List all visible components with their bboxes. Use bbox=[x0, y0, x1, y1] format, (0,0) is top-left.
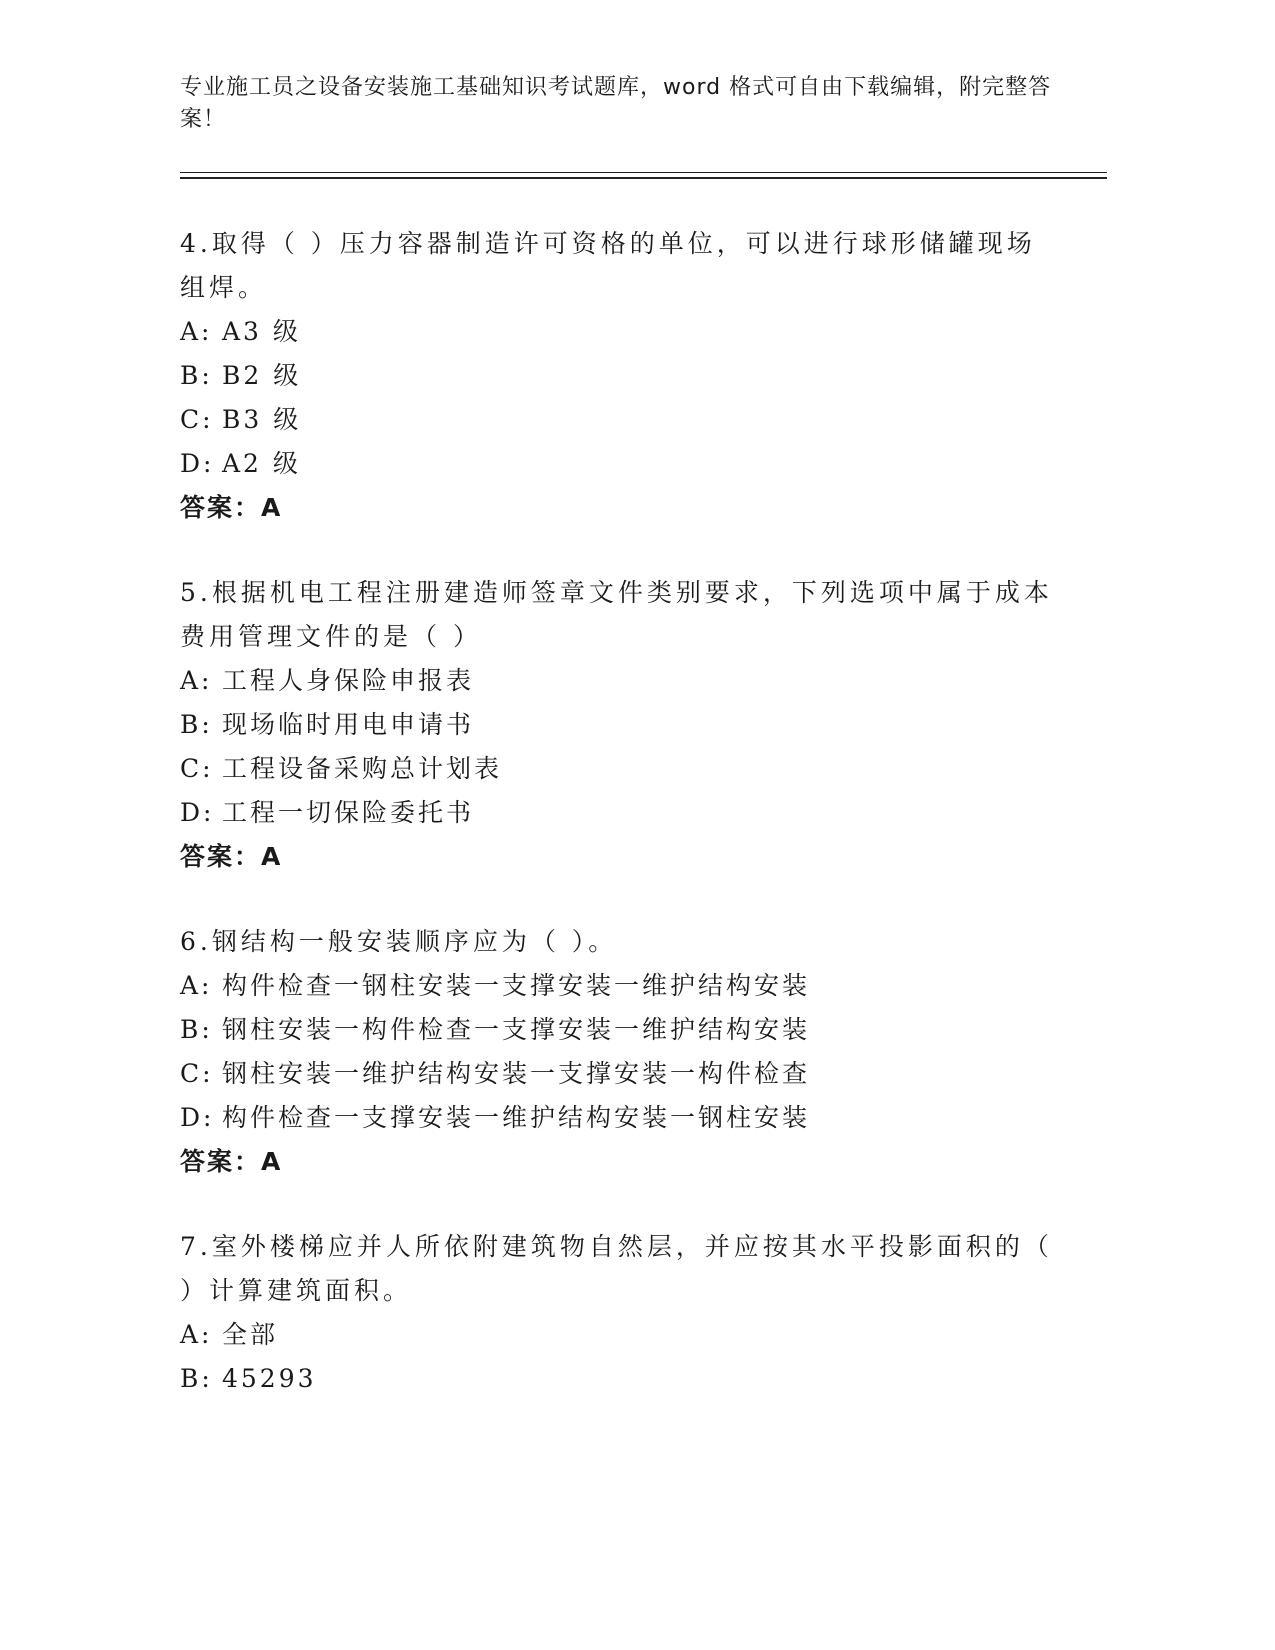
option-text: A2 级 bbox=[222, 449, 301, 478]
question-block bbox=[180, 1225, 1060, 1401]
option-c bbox=[180, 1052, 1060, 1096]
question-stem: 7.室外楼梯应并人所依附建筑物自然层，并应按其水平投影面积的（ ）计算建筑面积。 bbox=[180, 1232, 1053, 1305]
document-header bbox=[180, 72, 1060, 136]
option-text: 工程一切保险委托书 bbox=[222, 798, 475, 827]
question-stem: 5.根据机电工程注册建造师签章文件类别要求，下列选项中属于成本费用管理文件的是（ ） bbox=[180, 578, 1053, 651]
option-label: B: bbox=[180, 1364, 213, 1393]
option-b bbox=[180, 1008, 1060, 1052]
header-divider-thin bbox=[180, 172, 1107, 173]
option-text: B3 级 bbox=[222, 405, 302, 434]
header-text: 专业施工员之设备安装施工基础知识考试题库，word 格式可自由下载编辑，附完整答案！ bbox=[180, 75, 1052, 132]
option-text: 全部 bbox=[222, 1320, 279, 1349]
answer-line: 答案：A bbox=[180, 493, 283, 522]
option-c bbox=[180, 398, 1060, 442]
option-label: D: bbox=[180, 449, 215, 478]
option-text: A3 级 bbox=[222, 317, 301, 346]
question-block bbox=[180, 920, 1060, 1184]
answer-line: 答案：A bbox=[180, 842, 283, 871]
option-d bbox=[180, 442, 1060, 486]
option-text: B2 级 bbox=[222, 361, 302, 390]
option-text: 现场临时用电申请书 bbox=[222, 710, 475, 739]
question-block bbox=[180, 571, 1060, 879]
option-label: B: bbox=[180, 361, 213, 390]
option-label: B: bbox=[180, 710, 213, 739]
question-block bbox=[180, 222, 1060, 530]
option-label: A: bbox=[180, 971, 213, 1000]
option-a bbox=[180, 964, 1060, 1008]
option-text: 45293 bbox=[222, 1364, 317, 1393]
answer-line: 答案：A bbox=[180, 1147, 283, 1176]
option-d bbox=[180, 1096, 1060, 1140]
header-divider-thick bbox=[180, 177, 1107, 179]
option-label: D: bbox=[180, 1103, 215, 1132]
option-label: C: bbox=[180, 405, 214, 434]
option-text: 构件检查一支撑安装一维护结构安装一钢柱安装 bbox=[222, 1103, 811, 1132]
option-text: 构件检查一钢柱安装一支撑安装一维护结构安装 bbox=[222, 971, 811, 1000]
option-label: D: bbox=[180, 798, 215, 827]
option-b bbox=[180, 703, 1060, 747]
option-label: C: bbox=[180, 1059, 214, 1088]
option-label: A: bbox=[180, 666, 213, 695]
option-c bbox=[180, 747, 1060, 791]
option-text: 工程人身保险申报表 bbox=[222, 666, 475, 695]
option-a bbox=[180, 310, 1060, 354]
option-label: A: bbox=[180, 1320, 213, 1349]
option-a bbox=[180, 1313, 1060, 1357]
option-label: A: bbox=[180, 317, 213, 346]
option-text: 工程设备采购总计划表 bbox=[222, 754, 503, 783]
option-label: C: bbox=[180, 754, 214, 783]
option-label: B: bbox=[180, 1015, 213, 1044]
option-d bbox=[180, 791, 1060, 835]
option-text: 钢柱安装一维护结构安装一支撑安装一构件检查 bbox=[222, 1059, 811, 1088]
option-text: 钢柱安装一构件检查一支撑安装一维护结构安装 bbox=[222, 1015, 811, 1044]
option-a bbox=[180, 659, 1060, 703]
option-b bbox=[180, 1357, 1060, 1401]
option-b bbox=[180, 354, 1060, 398]
question-stem: 4.取得（ ）压力容器制造许可资格的单位，可以进行球形储罐现场组焊。 bbox=[180, 229, 1036, 302]
question-stem: 6.钢结构一般安装顺序应为（ ）。 bbox=[180, 927, 618, 956]
